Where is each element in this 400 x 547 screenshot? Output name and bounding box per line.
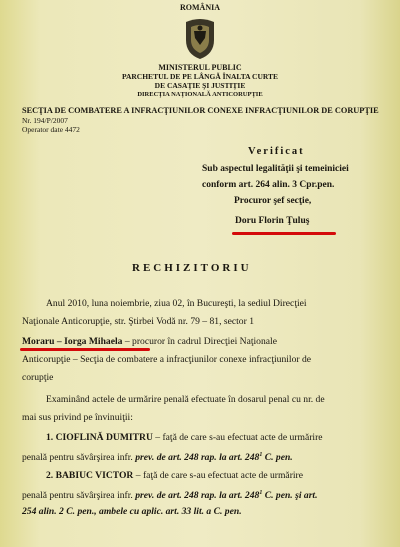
intro-line-4: Anticorupţie – Secţia de combatere a infracţiunilor conexe infracţiunilor de — [22, 354, 312, 365]
document-title: RECHIZITORIU — [132, 262, 252, 274]
verification-line-3: Procuror şef secţie, — [234, 196, 312, 206]
defendant-2-charge-sup: 1 — [259, 490, 263, 496]
verification-line-1: Sub aspectul legalităţii şi temeiniciei — [202, 164, 349, 174]
defendant-2-line-1 — [46, 468, 303, 483]
case-number: Nr. 194/P/2007 — [22, 116, 68, 125]
verification-signer: Doru Florin Ţuluş — [235, 216, 310, 226]
defendant-1-desc: – faţă de care s-au efectuat acte de urmărire — [152, 432, 323, 443]
defendant-2-desc: – faţă de care s-au efectuat acte de urmărire — [133, 470, 304, 481]
intro-line-5: corupţie — [22, 372, 54, 383]
defendant-1-line-1 — [46, 430, 323, 445]
intro-line-1: Anul 2010, luna noiembrie, ziua 02, în Bucureşti, la sediul Direcţiei — [46, 298, 307, 309]
defendant-2-charge-intro: penală pentru săvârşirea infr. — [22, 490, 136, 502]
defendant-1-number: 1. — [46, 432, 54, 443]
defendant-2-charge: prev. de art. 248 rap. la art. 248 — [135, 490, 260, 502]
defendant-1-line-2 — [22, 448, 293, 465]
section-title: SECŢIA DE COMBATERE A INFRACŢIUNILOR CONEXE INFRACŢIUNILOR DE CORUPŢIE — [22, 106, 379, 115]
operator-data: Operator date 4472 — [22, 125, 80, 134]
coat-of-arms-icon — [183, 18, 217, 60]
defendant-1-charge: prev. de art. 248 rap. la art. 248 — [135, 452, 260, 464]
directorate-name: DIRECŢIA NAŢIONALĂ ANTICORUPŢIE — [137, 91, 263, 98]
defendant-2-name: BABIUC VICTOR — [55, 470, 134, 481]
defendant-1-name: CIOFLINĂ DUMITRU — [55, 432, 153, 443]
prosecutor-name: Moraru – Iorga Mihaela — [22, 336, 123, 347]
parquet-line-2: DE CASAŢIE ŞI JUSTIŢIE — [154, 81, 246, 90]
defendant-1-charge-sup: 1 — [259, 452, 263, 458]
defendant-2-charge-end: C. pen. şi art. — [262, 490, 318, 502]
verification-title: Verificat — [248, 146, 305, 157]
parquet-line-1: PARCHETUL DE PE LÂNGĂ ÎNALTA CURTE — [121, 72, 279, 81]
defendant-2-line-2 — [22, 486, 318, 503]
intro-line-3 — [22, 334, 277, 349]
signer-underline-mark — [232, 232, 336, 235]
exam-line-2: mai sus privind pe învinuiţii: — [22, 412, 133, 423]
prosecutor-role: – procuror în cadrul Direcţiei Naţionale — [122, 336, 277, 347]
defendant-1-charge-intro: penală pentru săvârşirea infr. — [22, 452, 136, 464]
defendant-2-number: 2. — [46, 470, 54, 481]
prosecutor-underline-mark — [20, 348, 150, 351]
verification-line-2: conform art. 264 alin. 3 Cpr.pen. — [202, 180, 335, 190]
defendant-1-charge-end: C. pen. — [262, 452, 293, 464]
country-name: ROMÂNIA — [180, 3, 220, 12]
intro-line-2: Naţionale Anticorupţie, str. Ştirbei Vodă nr. 79 – 81, sector 1 — [22, 316, 254, 327]
exam-line-1: Examinând actele de urmărire penală efectuate în dosarul penal cu nr. de — [46, 394, 325, 405]
ministry-name: MINISTERUL PUBLIC — [158, 63, 242, 72]
defendant-2-line-3: 254 alin. 2 C. pen., ambele cu aplic. art. 33 lit. a C. pen. — [22, 506, 242, 517]
